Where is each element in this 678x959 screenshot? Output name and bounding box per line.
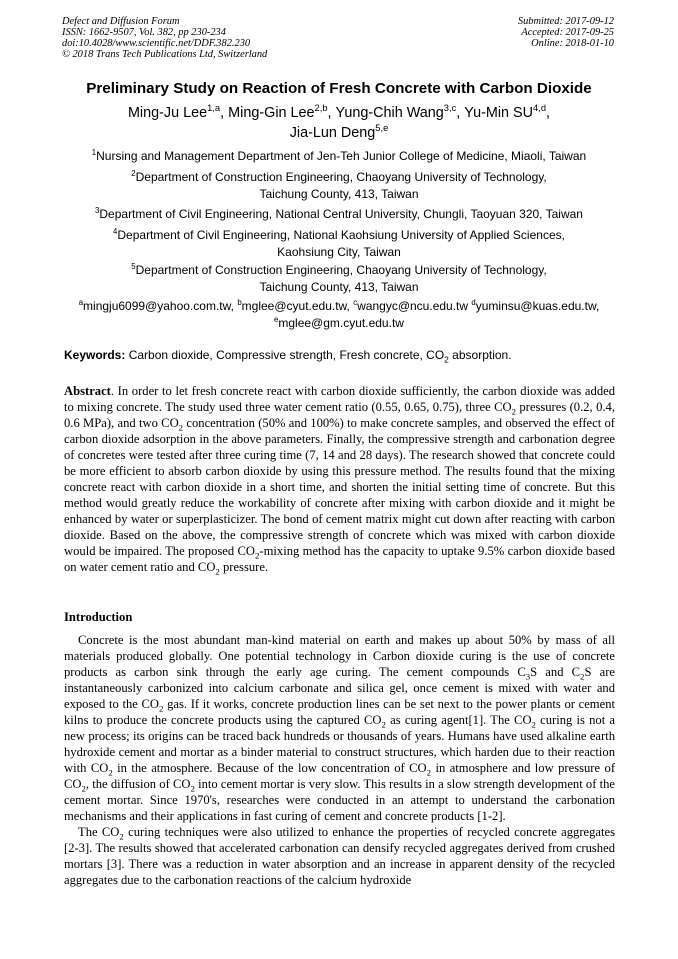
author-email[interactable]: wangyc@ncu.edu.tw	[357, 299, 469, 313]
author-email[interactable]: yuminsu@kuas.edu.tw,	[475, 299, 600, 313]
accepted-date: Accepted: 2017-09-25	[521, 27, 614, 38]
online-date: Online: 2018-01-10	[531, 38, 614, 49]
affiliation-5	[30, 262, 648, 296]
paper-title: Preliminary Study on Reaction of Fresh Concrete with Carbon Dioxide	[86, 80, 592, 97]
email-mark: e	[274, 315, 279, 324]
keywords-subscript: 2	[444, 354, 449, 365]
keywords-tail: absorption.	[448, 348, 512, 362]
author-email[interactable]: mglee@cyut.edu.tw,	[241, 299, 350, 313]
abstract-text: . In order to let fresh concrete react with carbon dioxide sufficiently, the carbon dioxide was added to mixing concrete. The study used three water cement ratio (0.55, 0.65, 0.75), three $CO_2$ pressures (0.2, 0.4, 0.6 MPa), and two $CO_2$ concentration (50% and 100%) to make concrete samples, and observed the effect of carbon dioxide adsorption in the above parameters. Finally, the compressive strength and carbonation degree of concretes were tested after three curing time (7, 14 and 28 days). The research showed that concrete could be more efficient to absorb carbon dioxide by using this pressure method. The results found that the mixing concrete react with carbon dioxide in a short time, and shorten the initial setting time of concrete. But this method would greatly reduce the workability of concrete after mixing with carbon dioxide and it might be enhanced by water or superplasticizer. The bond of cement matrix might cut down after reacting with carbon dioxide. Based on the above, the compressive strength of concrete which was mixed with carbon dioxide would be impaired. The proposed $CO_2$-mixing method has the capacity to uptake 9.5% carbon dioxide based on water cement ratio and $CO_2$ pressure.	[64, 384, 615, 577]
email-mark: a	[78, 298, 84, 307]
affiliation-text: Nursing and Management Department of Jen-Teh Junior College of Medicine, Miaoli, Taiwan	[96, 149, 587, 163]
author	[464, 105, 550, 121]
author	[336, 105, 465, 121]
affiliation-2	[30, 169, 648, 203]
abstract	[64, 383, 615, 575]
author-separator: ,	[220, 105, 229, 121]
email-mark: b	[237, 298, 242, 307]
journal-copyright: © 2018 Trans Tech Publications Ltd, Switzerland	[62, 49, 268, 60]
journal-info	[62, 16, 267, 60]
keywords-label: Keywords:	[64, 348, 126, 362]
journal-issn: ISSN: 1662-9507, Vol. 382, pp 230-234	[62, 27, 226, 38]
affiliation-text: Department of Civil Engineering, National Kaohsiung University of Applied Sciences,	[117, 228, 565, 242]
affiliation-text: Department of Construction Engineering, Chaoyang University of Technology,	[135, 263, 547, 277]
author-separator: ,	[327, 105, 336, 121]
author-affiliation-mark: 5,e	[375, 123, 389, 134]
author	[290, 125, 389, 141]
affiliation-4	[30, 227, 648, 261]
author-separator: ,	[456, 105, 465, 121]
author-name: Yung-Chih Wang	[335, 105, 444, 121]
author	[228, 105, 335, 121]
affiliation-text: Taichung County, 413, Taiwan	[259, 187, 419, 201]
author-affiliation-mark: 1,a	[207, 103, 221, 114]
affiliation-1	[30, 148, 648, 165]
affiliation-number: 4	[113, 227, 118, 236]
affiliation-number: 5	[131, 262, 136, 271]
email-mark: d	[471, 298, 476, 307]
journal-name: Defect and Diffusion Forum	[62, 16, 180, 27]
author-affiliation-mark: 3,c	[443, 103, 457, 114]
introduction-body	[64, 632, 615, 888]
affiliation-text: Taichung County, 413, Taiwan	[259, 280, 419, 294]
affiliation-3	[30, 206, 648, 223]
affiliation-number: 2	[131, 169, 136, 178]
affiliation-text: Department of Construction Engineering, Chaoyang University of Technology,	[135, 170, 547, 184]
author-email[interactable]: mglee@gm.cyut.edu.tw	[278, 316, 404, 330]
author-separator: ,	[546, 105, 551, 121]
paragraph: Concrete is the most abundant man-kind material on earth and makes up about 50% by mass of all materials produced globally. One potential technology in Carbon dioxide curing is the use of concrete products as carbon sink through the early age curing. The cement compounds $C_3S$ and $C_2S$ are instantaneously carbonized into calcium carbonate and silica gel, once cement is mixed with water and exposed to the $CO_2$ gas. If it works, concrete production lines can be set next to the power plants or cement kilns to produce the concrete products using the captured $CO_2$ as curing agent[1]. The $CO_2$ curing is not a new process; its origins can be traced back hundreds or thousands of years. Humans have used alkaline earth hydroxide cement and mortar as a binder material to construct structures, which harden due to their reaction with $CO_2$ in the atmosphere. Because of the low concentration of $CO_2$ in atmosphere and low pressure of $CO_2$, the diffusion of $CO_2$ into cement mortar is very slow. This results in a slow strength development of the cement mortar. Since 1970's, researches were conducted in an attempt to understand the carbonation mechanisms and their applications in fast curing of cement and concrete products [1-2].	[64, 633, 616, 823]
author-affiliation-mark: 4,d	[533, 103, 547, 114]
keywords	[64, 348, 624, 363]
author-list	[30, 103, 648, 143]
email-list	[30, 298, 648, 332]
author-name: Jia-Lun Deng	[289, 125, 376, 141]
author-affiliation-mark: 2,b	[314, 103, 328, 114]
affiliation-number: 1	[91, 148, 97, 157]
affiliation-text: Department of Civil Engineering, National Central University, Chungli, Taoyuan 320, Taiwan	[99, 207, 583, 221]
affiliation-number: 3	[95, 206, 100, 215]
publication-dates	[518, 16, 614, 49]
author-email[interactable]: mingju6099@yahoo.com.tw,	[83, 299, 234, 313]
abstract-label: Abstract	[64, 384, 111, 398]
author-name: Yu-Min SU	[464, 105, 534, 121]
email-mark: c	[353, 298, 358, 307]
author-name: Ming-Gin Lee	[228, 105, 315, 121]
affiliation-text: Kaohsiung City, Taiwan	[277, 245, 401, 259]
author-name: Ming-Ju Lee	[127, 105, 208, 121]
journal-doi: doi:10.4028/www.scientific.net/DDF.382.230	[62, 38, 251, 49]
paragraph: The $CO_2$ curing techniques were also utilized to enhance the properties of recycled concrete aggregates [2-3]. The results showed that accelerated carbonation can densify recycled aggregates derived from crushed mortars [3]. There was a reduction in water absorption and an increase in apparent density of the recycled aggregates due to the carbonation reactions of the calcium hydroxide	[64, 825, 615, 887]
submitted-date: Submitted: 2017-09-12	[517, 16, 614, 27]
keywords-text: Carbon dioxide, Compressive strength, Fresh concrete, CO	[128, 348, 445, 362]
section-heading-introduction: Introduction	[64, 610, 133, 624]
author	[128, 105, 228, 121]
